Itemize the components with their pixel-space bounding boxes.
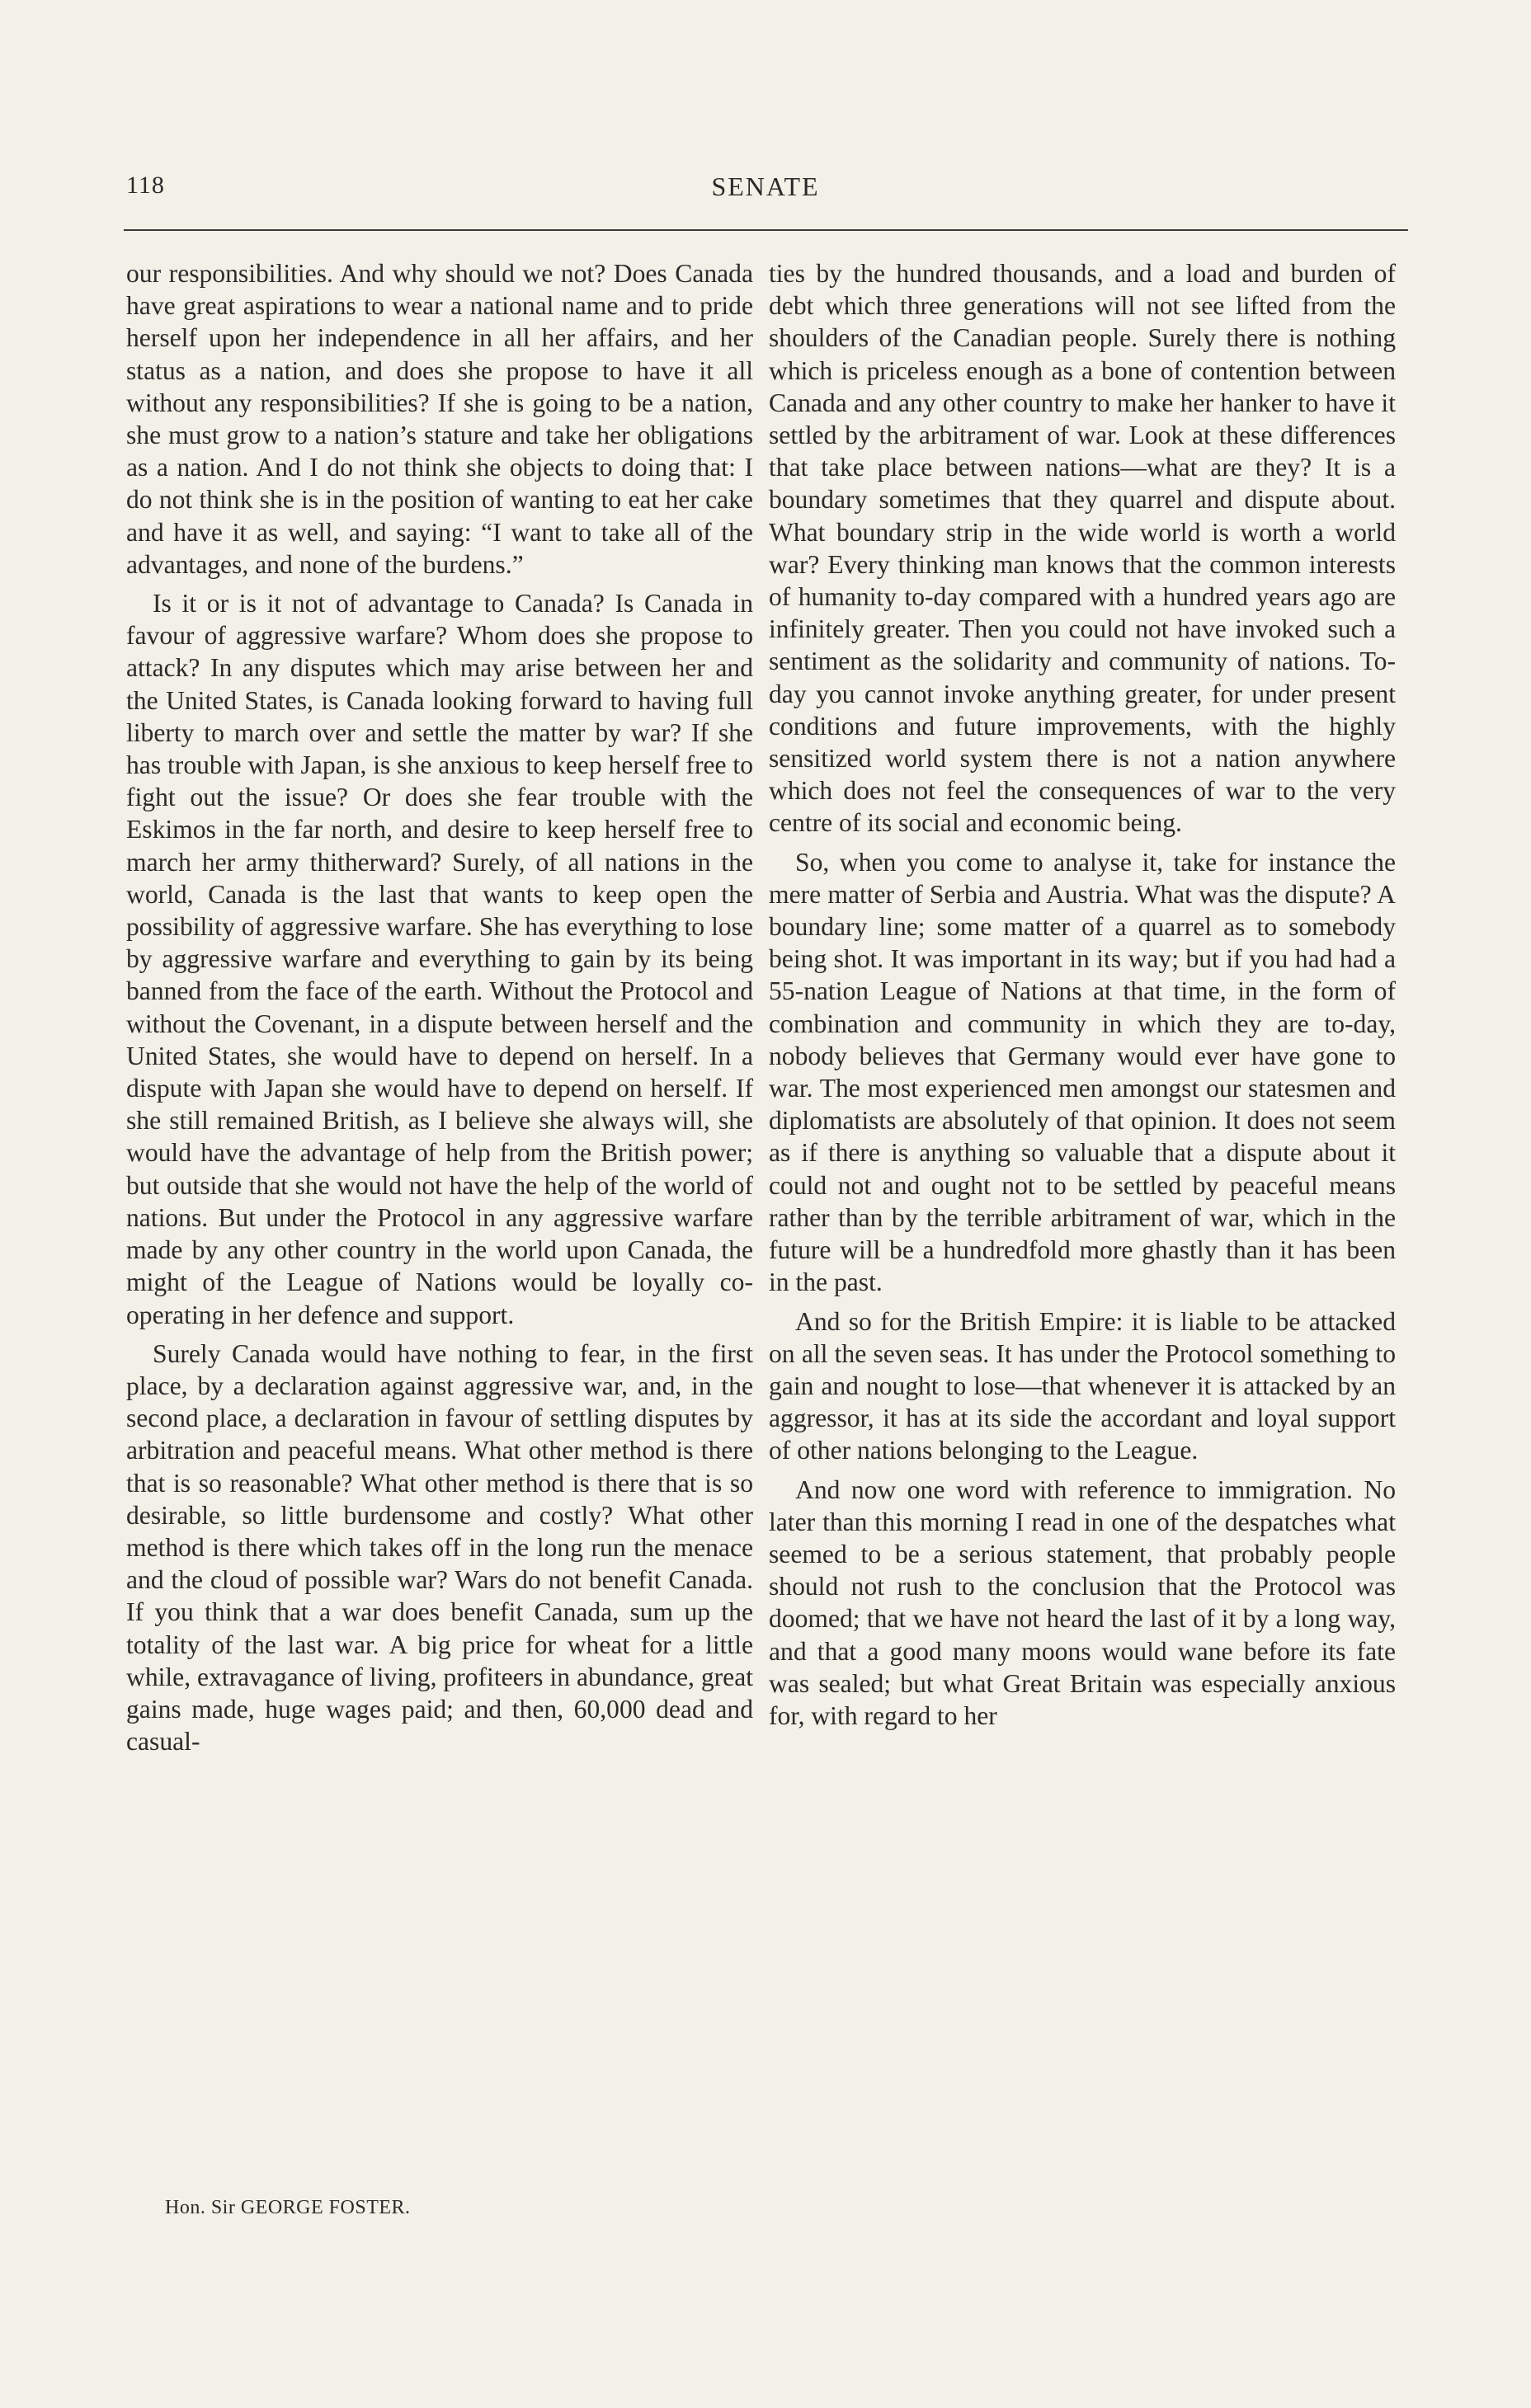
paragraph: our responsibilities. And why should we not? Does Canada have great aspirations to wear a national name and to pride herself upon her independence in all her affairs, and her status as a nation, and does she propose to have it all without any responsibilities? If she is going to be a nation, she must grow to a nation’s stature and take her obligations as a nation. And I do not think she objects to doing that: I do not think she is in the position of wanting to eat her cake and have it as well, and saying: “I want to take all of the advantages, and none of the burdens.”: [126, 259, 753, 579]
right-column: [769, 257, 1396, 1738]
page-number: 118: [126, 172, 165, 199]
signature-line: Hon. Sir GEORGE FOSTER.: [165, 2197, 411, 2218]
paragraph: And now one word with reference to immigration. No later than this morning I read in one of the despatches what seemed to be a serious statement, that probably people should not rush to the conclusion that the Protocol was doomed; that we have not heard the last of it by a long way, and that a good many moons would wane before its fate was sealed; but what Great Britain was especially anxious for, with regard to her: [769, 1474, 1396, 1730]
paragraph: So, when you come to analyse it, take for instance the mere matter of Serbia and Austria. What was the dispute? A boundary line; some matter of a quarrel as to somebody being shot. It was important in its way; but if you had had a 55-nation League of Nations at that time, in the form of combination and community in which they are to-day, nobody believes that Germany would ever have gone to war. The most experienced men amongst our statesmen and diplomatists are absolutely of that opinion. It does not seem as if there is anything so valuable that a dispute about it could not and ought not to be settled by peaceful means rather than by the terrible arbitrament of war, which in the future will be a hundredfold more ghastly than it has been in the past.: [769, 847, 1396, 1297]
running-head: SENATE: [711, 172, 820, 201]
paragraph: Surely Canada would have nothing to fear, in the first place, by a declaration against aggressive war, and, in the second place, a declaration in favour of settling disputes by arbitration and peaceful means. What other method is there that is so reasonable? What other method is there that is so desirable, so little burdensome and costly? What other method is there which takes off in the long run the menace and the cloud of possible war? Wars do not benefit Canada. If you think that a war does benefit Canada, sum up the totality of the last war. A big price for wheat for a little while, extravagance of living, profiteers in abundance, great gains made, huge wages paid; and then, 60,000 dead and casual-: [126, 1338, 753, 1757]
paragraph: Is it or is it not of advantage to Canada? Is Canada in favour of aggressive warfare? Whom does she propose to attack? In any disputes which may arise between her and the United States, is Canada looking forward to having full liberty to march over and settle the matter by war? If she has trouble with Japan, is she anxious to keep herself free to fight out the issue? Or does she fear trouble with the Eskimos in the far north, and desire to keep herself free to march her army thitherward? Surely, of all nations in the world, Canada is the last that wants to keep open the possibility of aggressive warfare. She has everything to lose by aggressive warfare and everything to gain by its being banned from the face of the earth. Without the Protocol and without the Covenant, in a dispute between herself and the United States, she would have to depend on herself. In a dispute with Japan she would have to depend on herself. If she still remained British, as I believe she always will, she would have the advantage of help from the British power; but outside that she would not have the help of the world of nations. But under the Protocol in any aggressive warfare made by any other country in the world upon Canada, the might of the League of Nations would be loyally co-operating in her defence and support.: [126, 589, 753, 1329]
header-rule: [124, 229, 1408, 231]
paragraph: ties by the hundred thousands, and a load and burden of debt which three generations will not see lifted from the shoulders of the Canadian people. Surely there is nothing which is priceless enough as a bone of contention between Canada and any other country to make her hanker to have it settled by the arbitrament of war. Look at these differences that take place between nations—what are they? It is a boundary sometimes that they quarrel and dispute about. What boundary strip in the wide world is worth a world war? Every thinking man knows that the common interests of humanity to-day compared with a hundred years ago are infinitely greater. Then you could not have invoked such a sentiment as the solidarity and community of nations. To-day you cannot invoke anything greater, for under present conditions and future improvements, with the highly sensitized world system there is not a nation anywhere which does not feel the consequences of war to the very centre of its social and economic being.: [769, 259, 1396, 838]
left-column: [126, 257, 753, 1764]
paragraph: And so for the British Empire: it is liable to be attacked on all the seven seas. It has under the Protocol something to gain and nought to lose—that whenever it is attacked by an aggressor, it has at its side the accordant and loyal support of other nations belonging to the League.: [769, 1306, 1396, 1465]
